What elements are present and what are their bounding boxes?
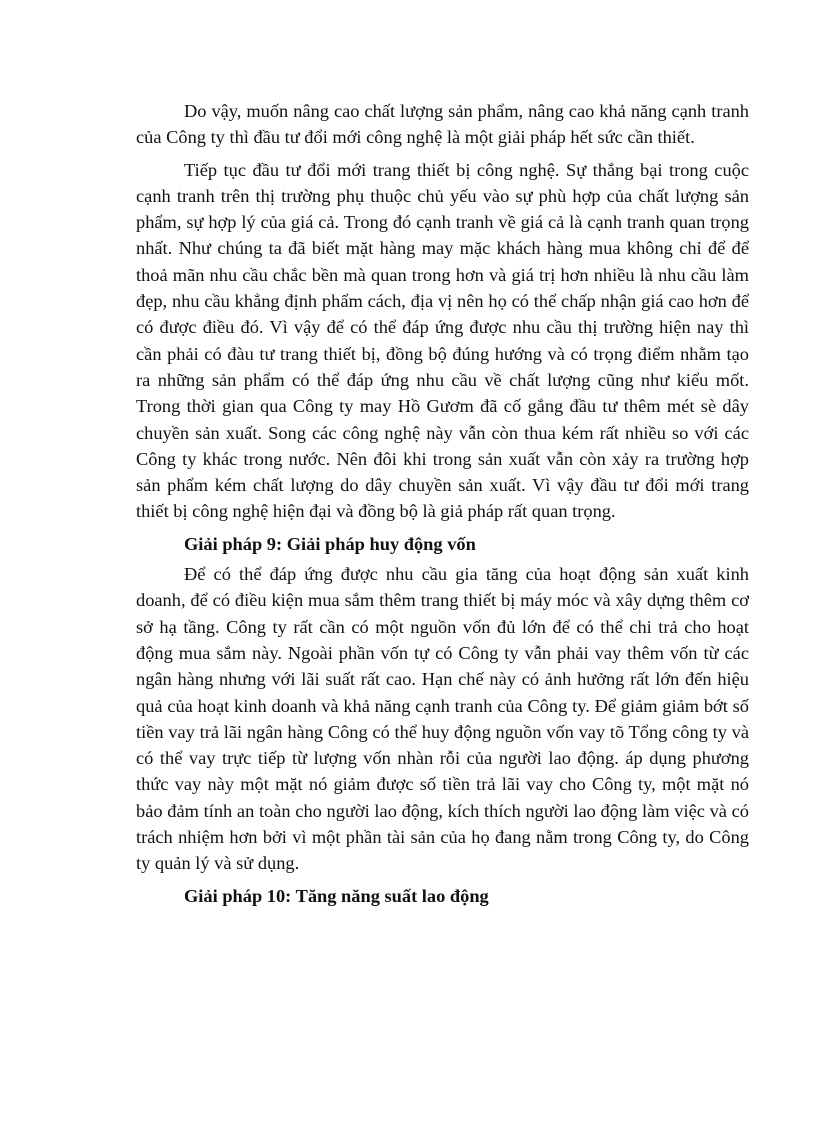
heading-solution-9: Giải pháp 9: Giải pháp huy động vốn [184, 533, 476, 554]
paragraph-intro: Do vậy, muốn nâng cao chất lượng sản phẩm, nâng cao khả năng cạnh tranh của Công ty thì đầu tư đổi mới công nghệ là một giải pháp hết sức cần thiết. [136, 101, 749, 148]
paragraph-technology-investment: Tiếp tục đầu tư đổi mới trang thiết bị công nghệ. Sự thắng bại trong cuộc cạnh tranh trên thị trường phụ thuộc chủ yếu vào sự phù hợp của chất lượng sản phẩm, sự hợp lý của giá cả. Trong đó cạnh tranh về giá cả là cạnh tranh quan trọng nhất. Như chúng ta đã biết mặt hàng may mặc khách hàng mua không chỉ để để thoả mãn nhu cầu chắc bền mà quan trong hơn và giá trị hơn nhiều là nhu cầu làm đẹp, nhu cầu khẳng định phẩm cách, địa vị nên họ có thể chấp nhận giá cao hơn để có được điều đó. Vì vậy để có thể đáp ứng được nhu cầu thị trường hiện nay thì cần phải có đàu tư trang thiết bị, đồng bộ đúng hướng và có trọng điểm nhằm tạo ra những sản phẩm có thể đáp ứng nhu cầu về chất lượng cũng như kiểu mốt. Trong thời gian qua Công ty may Hồ Gươm đã cố gắng đầu tư thêm mét sè dây chuyền sản xuất. Song các công nghệ này vẫn còn thua kém rất nhiều so với các Công ty khác trong nước. Nên đôi khi trong sản xuất vẫn còn xảy ra trường hợp sản phẩm kém chất lượng do dây chuyền sản xuất. Vì vậy đầu tư đổi mới trang thiết bị công nghệ hiện đại và đồng bộ là giả pháp rất quan trọng. [136, 159, 749, 522]
paragraph-capital-mobilization: Để có thể đáp ứng được nhu cầu gia tăng của hoạt động sản xuất kinh doanh, để có điều kiện mua sắm thêm trang thiết bị máy móc và xây dựng thêm cơ sở hạ tầng. Công ty rất cần có một nguồn vốn đủ lớn để có thể chi trả cho hoạt động mua sắm này. Ngoài phần vốn tự có Công ty vẫn phải vay thêm vốn từ các ngân hàng nhưng với lãi suất rất cao. Hạn chế này có ảnh hưởng rất lớn đến hiệu quả của hoạt kinh doanh và khả năng cạnh tranh của Công ty. Để giảm giảm bớt số tiền vay trả lãi ngân hàng Công có thể huy động nguồn vốn vay tõ Tổng công ty và có thể vay trực tiếp từ lượng vốn nhàn rỗi của người lao động. áp dụng phương thức vay này một mặt nó giảm được số tiền trả lãi vay cho Công ty, một mặt nó bảo đảm tính an toàn cho người lao động, kích thích người lao động làm việc và có trách nhiệm hơn bởi vì một phần tài sản của họ đang nằm trong Công ty, do Công ty quản lý và sử dụng. [136, 564, 749, 874]
document-body [136, 98, 749, 913]
heading-solution-10: Giải pháp 10: Tăng năng suất lao động [184, 885, 489, 906]
